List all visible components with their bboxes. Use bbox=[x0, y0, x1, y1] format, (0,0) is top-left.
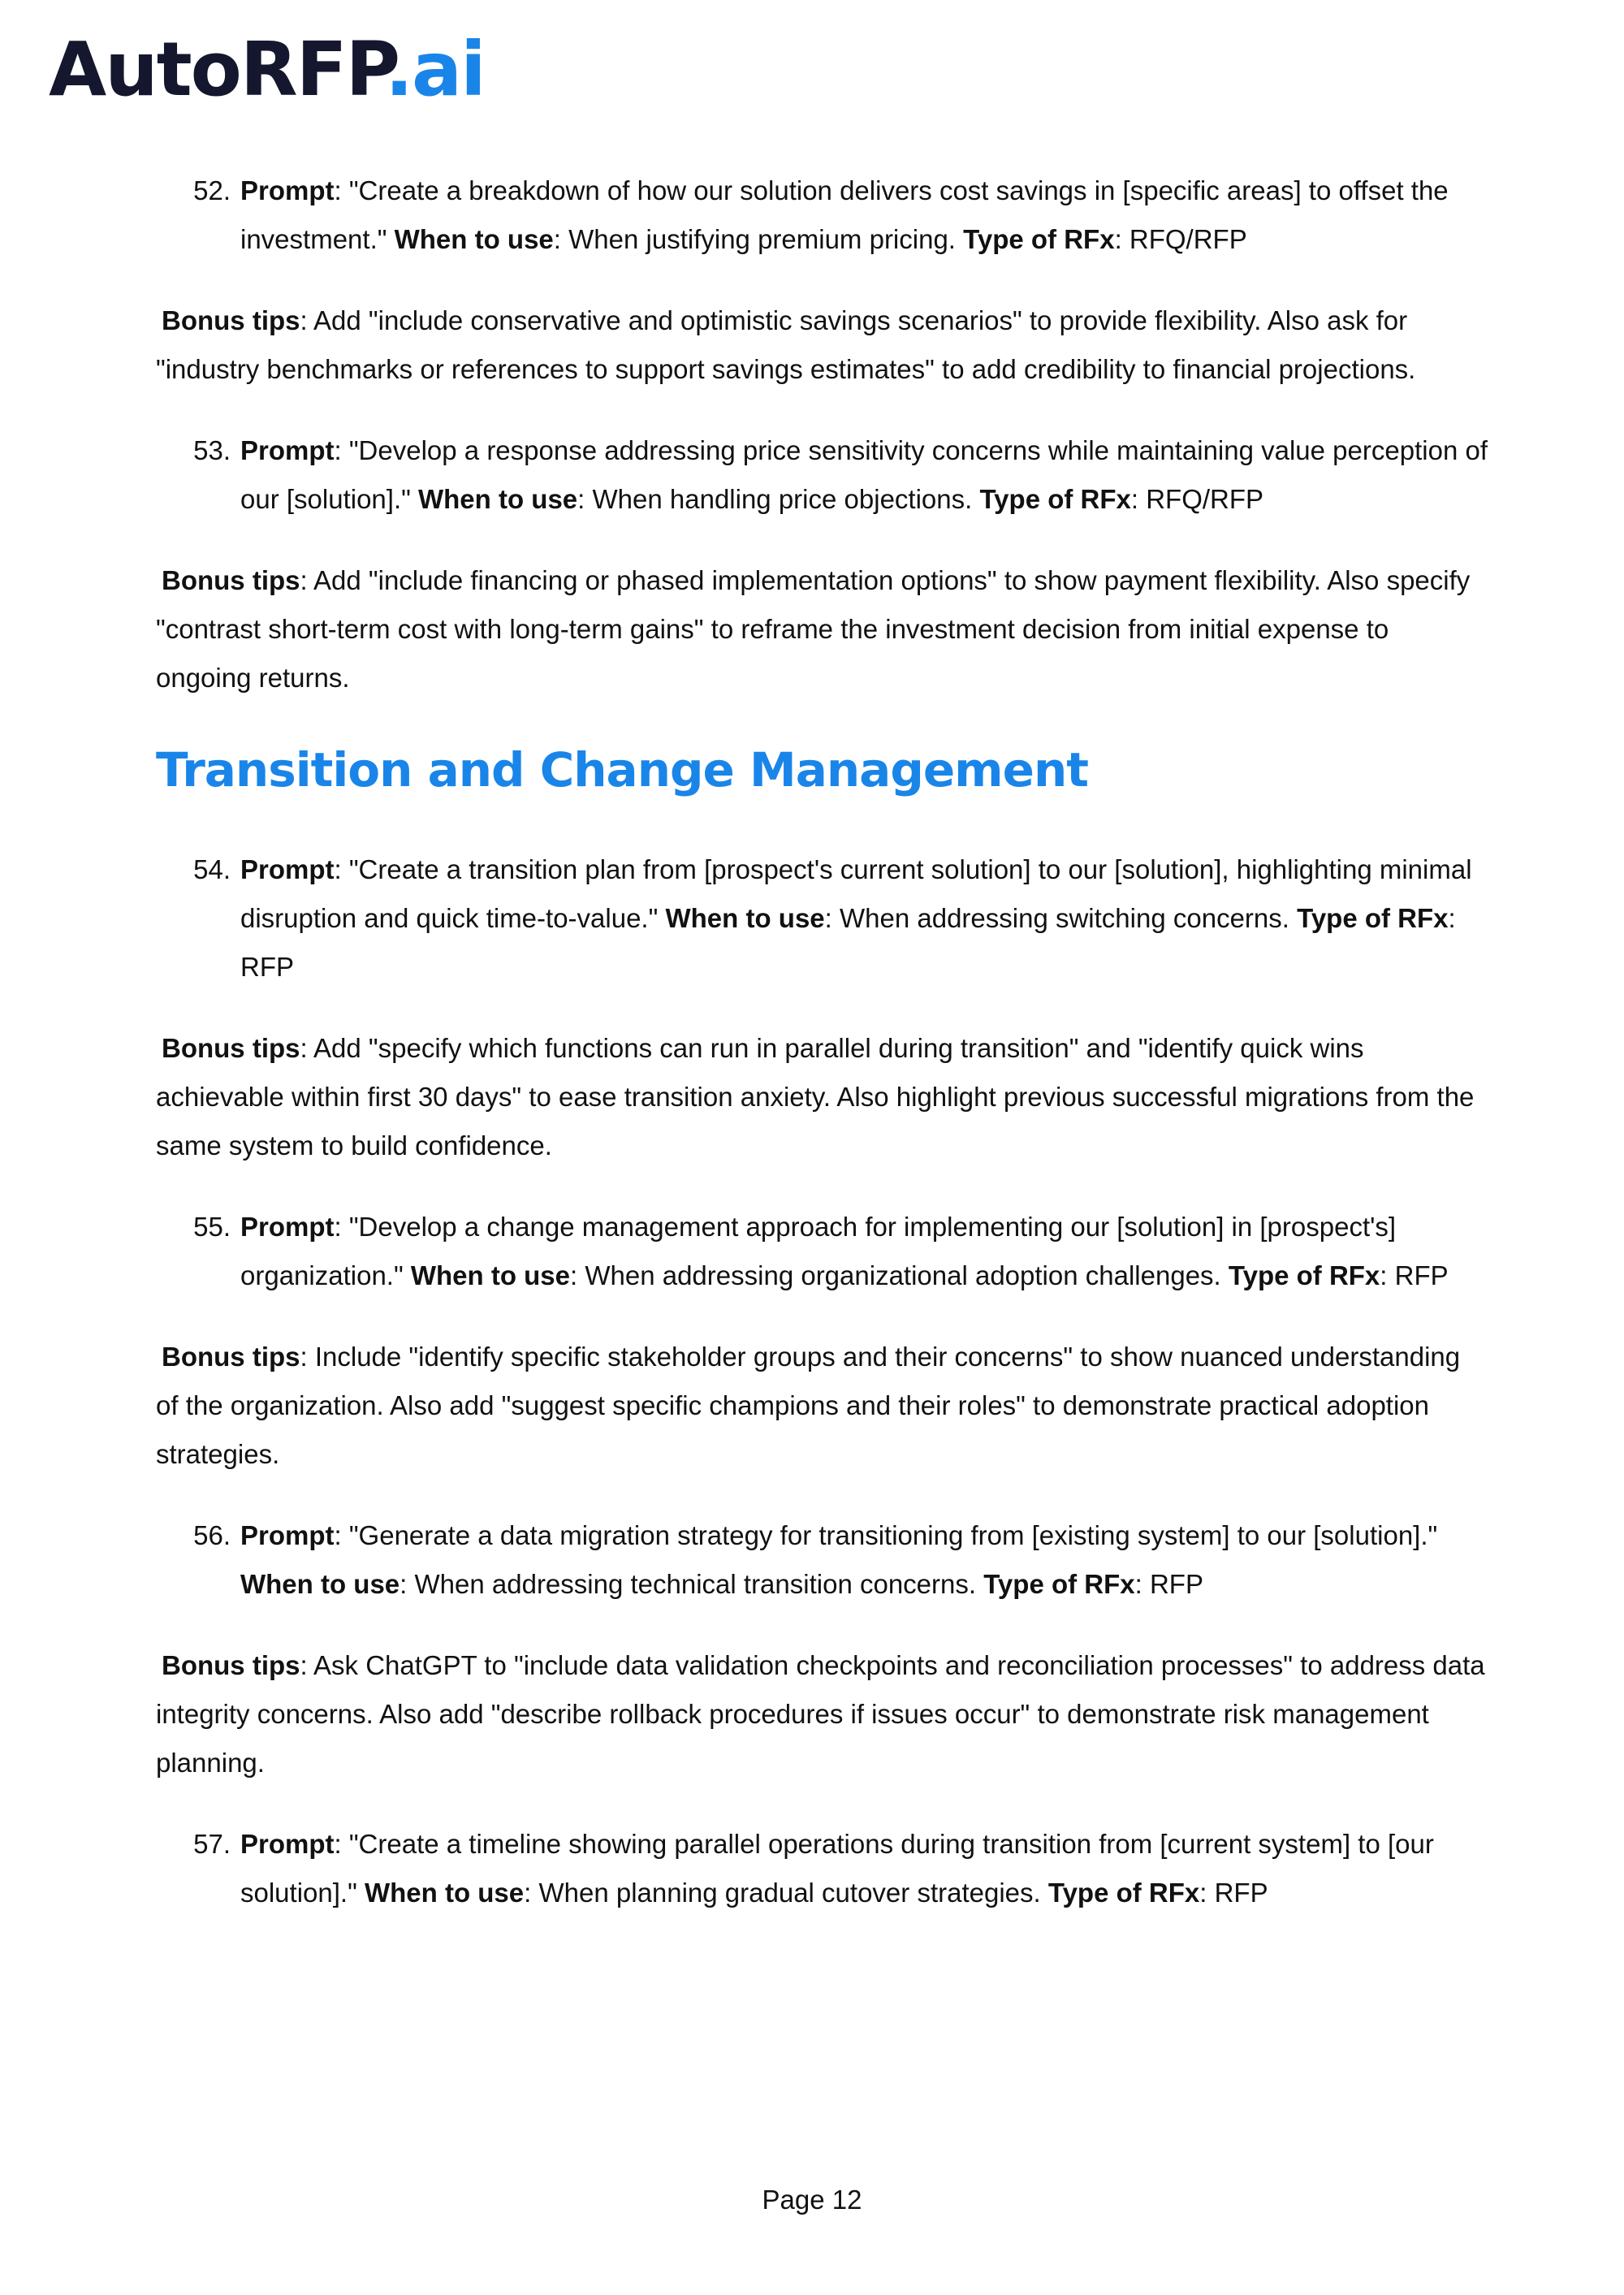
bonus-tip bbox=[156, 296, 1488, 394]
prompt-label: Prompt bbox=[240, 1828, 335, 1859]
bonus-label: Bonus tips bbox=[162, 1649, 300, 1680]
type-label: Type of RFx bbox=[1047, 1877, 1200, 1908]
bonus-tip bbox=[156, 556, 1488, 702]
item-text bbox=[240, 1203, 1488, 1300]
bonus-label: Bonus tips bbox=[162, 305, 300, 335]
item-text bbox=[240, 1820, 1488, 1917]
when-text: : When addressing switching concerns. bbox=[824, 902, 1298, 933]
bonus-text: : Ask ChatGPT to "include data validation checkpoints and reconciliation processes" to address data integrity concerns. Also add "describe rollback procedures if issues occur" to demonstrate risk management planning. bbox=[156, 1649, 1485, 1778]
item-number: 56. bbox=[193, 1519, 231, 1550]
type-text: : RFP bbox=[1199, 1877, 1268, 1908]
item-number: 53. bbox=[193, 435, 231, 465]
when-text: : When addressing organizational adoption challenges. bbox=[570, 1260, 1229, 1290]
item-text bbox=[240, 166, 1488, 264]
prompt-item bbox=[156, 1820, 1488, 1917]
type-label: Type of RFx bbox=[1297, 902, 1449, 933]
bonus-text: : Add "specify which functions can run in parallel during transition" and "identify quick wins achievable within first 30 days" to ease transition anxiety. Also highlight previous successful migrations from the same system to build confidence. bbox=[156, 1032, 1475, 1160]
prompt-item bbox=[156, 1203, 1488, 1300]
item-number: 55. bbox=[193, 1211, 231, 1242]
prompt-label: Prompt bbox=[240, 854, 335, 884]
prompt-text: : "Develop a change management approach for implementing our [solution] in [prospect's] organization." bbox=[240, 1211, 1397, 1290]
prompt-item bbox=[156, 845, 1488, 992]
type-text: : RFQ/RFP bbox=[1130, 484, 1264, 514]
when-text: : When justifying premium pricing. bbox=[553, 224, 964, 254]
when-label: When to use bbox=[410, 1260, 571, 1290]
item-text bbox=[240, 845, 1488, 992]
logo-ai-text: .ai bbox=[385, 26, 485, 113]
when-text: : When handling price objections. bbox=[577, 484, 980, 514]
type-text: : RFP bbox=[1134, 1568, 1203, 1599]
bonus-tip bbox=[156, 1333, 1488, 1479]
type-text: : RFP bbox=[240, 902, 1456, 982]
bonus-label: Bonus tips bbox=[162, 1032, 300, 1063]
item-number: 57. bbox=[193, 1828, 231, 1859]
type-label: Type of RFx bbox=[963, 224, 1115, 254]
bonus-text: : Add "include financing or phased implementation options" to show payment flexibility. Also specify "contrast short-term cost with long-term gains" to reframe the investment decision from initial expense to ongoing returns. bbox=[156, 565, 1471, 693]
prompt-label: Prompt bbox=[240, 175, 335, 205]
bonus-text: : Include "identify specific stakeholder groups and their concerns" to show nuanced understanding of the organization. Also add "suggest specific champions and their roles" to demonstrate practical adoption strategies. bbox=[156, 1341, 1461, 1469]
prompt-item bbox=[156, 1511, 1488, 1609]
prompt-text: : "Generate a data migration strategy for transitioning from [existing system] to our [solution]." bbox=[334, 1519, 1438, 1550]
type-label: Type of RFx bbox=[983, 1568, 1135, 1599]
prompt-label: Prompt bbox=[240, 1211, 335, 1242]
document-body bbox=[156, 166, 1488, 1950]
bonus-tip bbox=[156, 1024, 1488, 1170]
prompt-item bbox=[156, 166, 1488, 264]
when-label: When to use bbox=[394, 224, 554, 254]
item-number: 52. bbox=[193, 175, 231, 205]
prompt-text: : "Create a timeline showing parallel operations during transition from [current system] to [our solution]." bbox=[240, 1828, 1434, 1908]
prompt-text: : "Create a transition plan from [prospect's current solution] to our [solution], highlighting minimal disruption and quick time-to-value." bbox=[240, 854, 1472, 933]
prompt-item bbox=[156, 426, 1488, 524]
page-number: Page 12 bbox=[762, 2185, 862, 2215]
section-title: Transition and Change Management bbox=[156, 742, 1088, 797]
autorfp-logo bbox=[49, 26, 485, 113]
type-label: Type of RFx bbox=[979, 484, 1131, 514]
prompt-label: Prompt bbox=[240, 435, 335, 465]
type-text: : RFQ/RFP bbox=[1114, 224, 1247, 254]
prompt-label: Prompt bbox=[240, 1519, 335, 1550]
when-label: When to use bbox=[418, 484, 578, 514]
when-text: : When addressing technical transition concerns. bbox=[400, 1568, 984, 1599]
when-label: When to use bbox=[364, 1877, 525, 1908]
type-label: Type of RFx bbox=[1228, 1260, 1380, 1290]
type-text: : RFP bbox=[1380, 1260, 1449, 1290]
item-text bbox=[240, 426, 1488, 524]
prompt-text: : "Develop a response addressing price sensitivity concerns while maintaining value perception of our [solution]." bbox=[240, 435, 1488, 514]
bonus-label: Bonus tips bbox=[162, 565, 300, 595]
prompt-text: : "Create a breakdown of how our solution delivers cost savings in [specific areas] to offset the investment." bbox=[240, 175, 1449, 254]
when-label: When to use bbox=[240, 1568, 400, 1599]
bonus-tip bbox=[156, 1641, 1488, 1787]
when-text: : When planning gradual cutover strategies. bbox=[524, 1877, 1048, 1908]
item-number: 54. bbox=[193, 854, 231, 884]
bonus-label: Bonus tips bbox=[162, 1341, 300, 1372]
logo-main-text: AutoRFP bbox=[49, 26, 386, 113]
when-label: When to use bbox=[665, 902, 825, 933]
item-text bbox=[240, 1511, 1488, 1609]
bonus-text: : Add "include conservative and optimistic savings scenarios" to provide flexibility. Also ask for "industry benchmarks or references to support savings estimates" to add credibility to financial projections. bbox=[156, 305, 1416, 384]
